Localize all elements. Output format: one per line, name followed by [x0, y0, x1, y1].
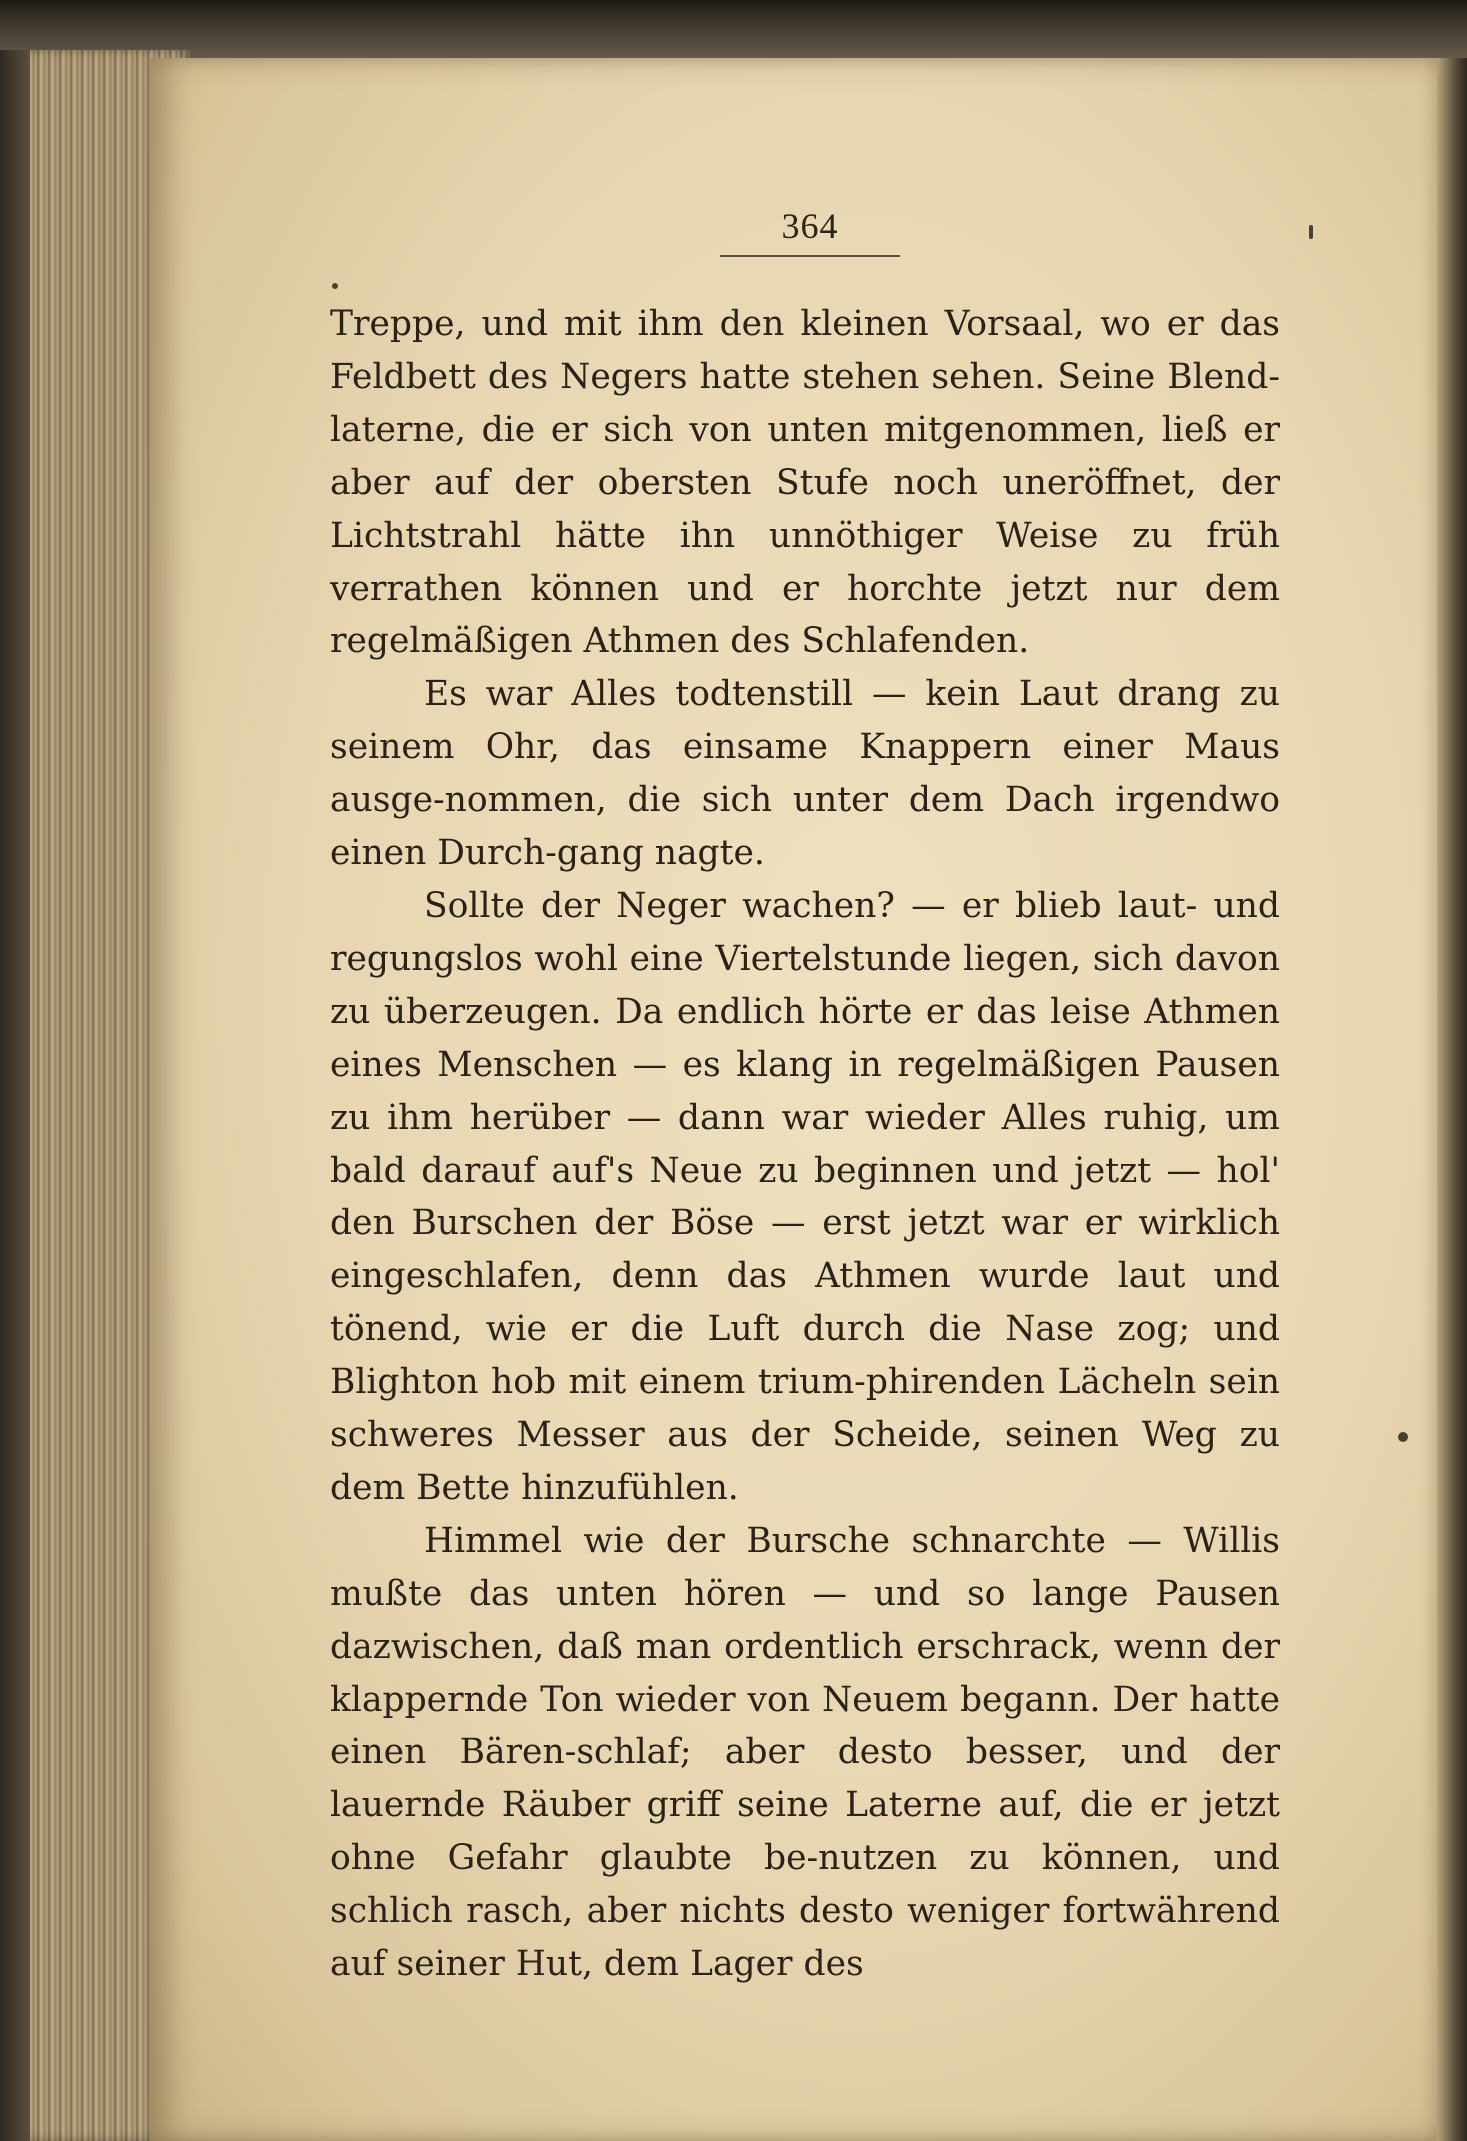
cover-edge — [0, 50, 30, 2141]
ink-speck — [1398, 1432, 1408, 1442]
paragraph-4: Himmel wie der Bursche schnarchte — Willis mußte das unten hören — und so lange Pausen dazwischen, daß man ordentlich erschrack, wenn der klappernde Ton wieder von Neuem begann. Der hatte einen Bären-schlaf; aber desto besser, und der lauernde Räuber griff seine Laterne auf, die er jetzt ohne Gefahr glaubte be-nutzen zu können, und schlich rasch, aber nichts desto weniger fortwährend auf seiner Hut, dem Lager des — [330, 1520, 1280, 1985]
ink-speck — [1309, 225, 1313, 239]
page-number: 364 — [781, 206, 839, 246]
paragraph-1: Treppe, und mit ihm den kleinen Vorsaal, wo er das Feldbett des Negers hatte stehen sehen. Seine Blend-laterne, die er sich von unten mitgenommen, ließ er aber auf der obersten Stufe noch uneröffnet, der Lichtstrahl hätte ihn unnöthiger Weise zu früh verrathen können und er horchte jetzt nur dem regelmäßigen Athmen des Schlafenden. — [330, 304, 1280, 662]
book-top-edge — [0, 0, 1467, 62]
header-rule — [720, 255, 900, 257]
paragraph-3: Sollte der Neger wachen? — er blieb laut- und regungslos wohl eine Viertelstunde liegen, sich davon zu überzeugen. Da endlich hörte er das leise Athmen eines Menschen — es klang in regelmäßigen Pausen zu ihm herüber — dann war wieder Alles ruhig, um bald darauf auf's Neue zu beginnen und jetzt — hol' den Burschen der Böse — erst jetzt war er wirklich eingeschlafen, denn das Athmen wurde laut und tönend, wie er die Luft durch die Nase zog; und Blighton hob mit einem trium-phirenden Lächeln sein schweres Messer aus der Scheide, seinen Weg zu dem Bette hinzufühlen. — [330, 885, 1280, 1508]
body-text — [330, 298, 1280, 1991]
page-header — [720, 205, 900, 257]
page-gutter-right — [1437, 58, 1467, 2141]
ink-speck — [332, 283, 338, 289]
paragraph-2: Es war Alles todtenstill — kein Laut drang zu seinem Ohr, das einsame Knappern einer Maus ausge-nommen, die sich unter dem Dach irgendwo einen Durch-gang nagte. — [330, 674, 1280, 874]
